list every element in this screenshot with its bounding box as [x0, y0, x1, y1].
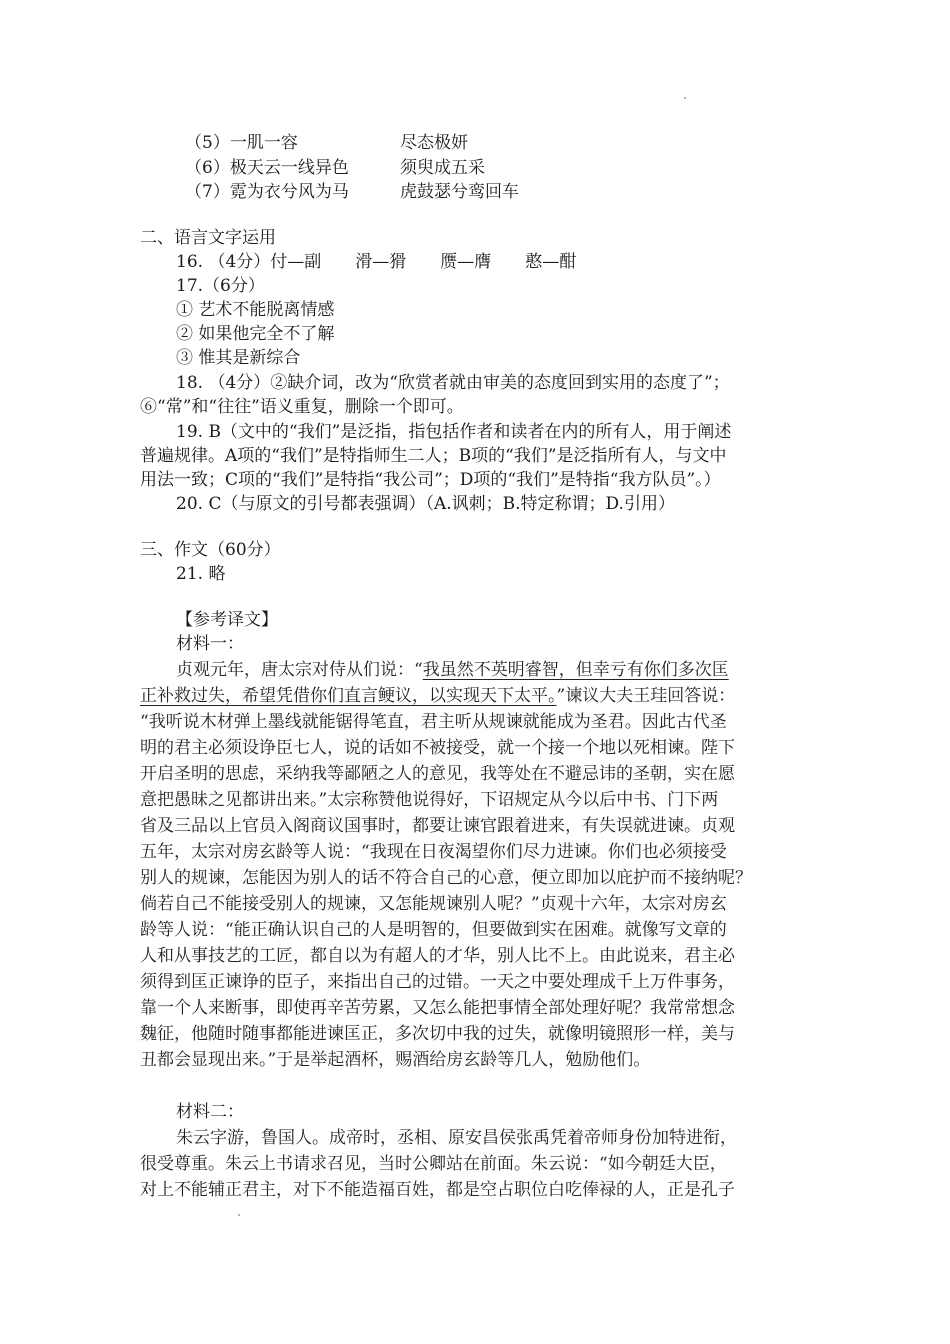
- answer-19-line-3: 用法一致；C项的“我们”是特指“我公司”；D项的“我们”是特指“我方队员”。）: [140, 470, 721, 490]
- match-right: 虎鼓瑟兮鸾回车: [400, 182, 519, 202]
- material-1-line: 开启圣明的思虑，采纳我等鄙陋之人的意见，我等处在不避忌讳的圣朝，实在愿: [140, 764, 735, 784]
- material-1-line: 五年，太宗对房玄龄等人说：“我现在日夜渴望你们尽力进谏。你们也必须接受: [140, 842, 727, 862]
- answer-17-item-1: ① 艺术不能脱离情感: [176, 300, 335, 320]
- material-1-line: 意把愚昧之见都讲出来。”太宗称赞他说得好，下诏规定从今以后中书、门下两: [140, 790, 719, 810]
- match-right: 尽态极妍: [400, 133, 468, 153]
- material-2-line: 朱云字游，鲁国人。成帝时，丞相、原安昌侯张禹凭着帝师身份加特进衔，: [176, 1128, 737, 1148]
- match-row-5: [185, 131, 468, 155]
- match-row-7: [185, 180, 519, 204]
- material-1-line-1-pre: 贞观元年，唐太宗对侍从们说：“: [176, 660, 423, 680]
- answer-17-title: 17.（6分）: [176, 276, 265, 296]
- material-1-line: 须得到匡正谏诤的臣子，来指出自己的过错。一天之中要处理成千上万件事务，: [140, 972, 735, 992]
- material-2-line: 很受尊重。朱云上书请求召见，当时公卿站在前面。朱云说：“如今朝廷大臣，: [140, 1154, 727, 1174]
- answer-17-item-3: ③ 惟其是新综合: [176, 348, 301, 368]
- material-1-underlined-quote-b: 正补救过失，希望凭借你们直言鲠议，以实现天下太平。: [140, 686, 557, 706]
- material-1-line: 靠一个人来断事，即使再辛苦劳累，又怎么能把事情全部处理好呢？我常常想念: [140, 998, 735, 1018]
- material-1-line: 丑都会显现出来。”于是举起酒杯，赐酒给房玄龄等几人，勉励他们。: [140, 1050, 651, 1070]
- section-heading-2: 二、语言文字运用: [140, 228, 276, 248]
- material-2-label: 材料二：: [176, 1102, 244, 1122]
- answer-18-line-2: ⑥“常”和“往往”语义重复，删除一个即可。: [140, 397, 464, 417]
- material-1-line-2: [140, 684, 735, 708]
- match-row-6: [185, 156, 485, 180]
- material-1-line: 倘若自己不能接受别人的规谏，又怎能规谏别人呢？”贞观十六年，太宗对房玄: [140, 894, 727, 914]
- material-1-line-2-post: ”谏议大夫王珪回答说：: [556, 686, 736, 706]
- material-1-label: 材料一：: [176, 634, 244, 654]
- material-1-line: 省及三品以上官员入阁商议国事时，都要让谏官跟着进来，有失误就进谏。贞观: [140, 816, 735, 836]
- material-1-line: 龄等人说：“能正确认识自己的人是明智的，但要做到实在困难。就像写文章的: [140, 920, 727, 940]
- scan-speck: [684, 97, 686, 99]
- material-1-line: 魏征，他随时随事都能进谏匡正，多次切中我的过失，就像明镜照形一样，美与: [140, 1024, 735, 1044]
- answer-18-line-1: 18. （4分）②缺介词，改为“欣赏者就由审美的态度回到实用的态度了”；: [176, 373, 730, 393]
- answer-17-item-2: ② 如果他完全不了解: [176, 324, 335, 344]
- match-right: 须臾成五采: [400, 158, 485, 178]
- material-2-line: 对上不能辅正君主，对下不能造福百姓，都是空占职位白吃俸禄的人，正是孔子: [140, 1180, 735, 1200]
- material-1-line: 别人的规谏，怎能因为别人的话不符合自己的心意，便立即加以庇护而不接纳呢？: [140, 868, 752, 888]
- material-1-line: “我听说木材弹上墨线就能锯得笔直，君主听从规谏就能成为圣君。因此古代圣: [140, 712, 727, 732]
- material-1-underlined-quote-a: 我虽然不英明睿智，但幸亏有你们多次匡: [422, 660, 729, 680]
- material-1-line: 明的君主必须设诤臣七人，说的话如不被接受，就一个接一个地以死相谏。陛下: [140, 738, 735, 758]
- translation-title: 【参考译文】: [176, 610, 278, 630]
- answer-20: 20. C（与原文的引号都表强调）（A.讽刺；B.特定称谓；D.引用）: [176, 494, 675, 514]
- answer-19-line-2: 普遍规律。A项的“我们”是特指师生二人；B项的“我们”是泛指所有人，与文中: [140, 446, 727, 466]
- section-heading-3: 三、作文（60分）: [140, 540, 281, 560]
- answer-21: 21. 略: [176, 564, 226, 584]
- match-left: （5）一肌一容: [185, 133, 298, 153]
- material-1-line: 人和从事技艺的工匠，都自以为有超人的才华，别人比不上。由此说来，君主必: [140, 946, 735, 966]
- scan-speck: [238, 1214, 240, 1216]
- match-left: （7）霓为衣兮风为马: [185, 182, 349, 202]
- answer-16: 16. （4分）付—副 滑—猾 赝—膺 憨—酣: [176, 252, 577, 272]
- match-left: （6）极天云一线异色: [185, 158, 349, 178]
- answer-19-line-1: 19. B（文中的“我们”是泛指，指包括作者和读者在内的所有人，用于阐述: [176, 422, 732, 442]
- material-1-line-1: [176, 658, 729, 682]
